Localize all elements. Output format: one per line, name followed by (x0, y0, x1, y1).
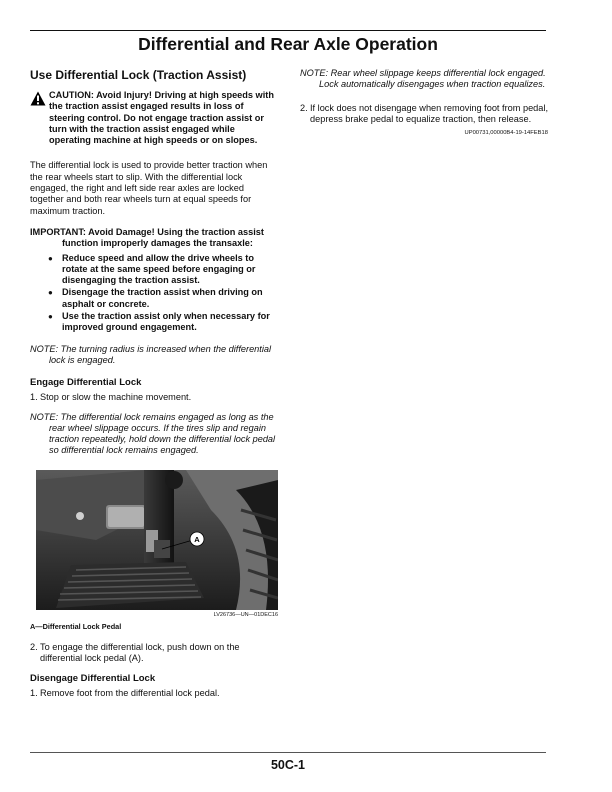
important-block (30, 227, 278, 334)
disengage-heading: Disengage Differential Lock (30, 672, 156, 684)
figure-caption: A—Differential Lock Pedal (30, 621, 122, 631)
differential-lock-pedal-photo (36, 470, 278, 610)
disengage-step-1 (30, 688, 278, 699)
caution-text: CAUTION: Avoid Injury! Driving at high speeds with the traction assist engaged results in loss of steering control. Do not engage traction assist or turn with the traction assist engaged while operating machine at high speeds or on slopes. (49, 90, 274, 146)
step-text: Remove foot from the differential lock pedal. (40, 687, 220, 698)
important-bullet: ● Use the traction assist only when necessary for improved ground engagement. (48, 311, 278, 334)
important-list (48, 253, 278, 334)
step-number: 1. (30, 392, 38, 403)
note-lock-engaged: NOTE: The differential lock remains engaged as long as the rear wheel slippage occurs. If the tires slip and regain traction repeatedly, hold down the differential lock pedal so differential lock remains engaged. (30, 411, 276, 456)
callout-a-label: A (194, 534, 200, 544)
step-number: 2. (30, 642, 38, 653)
intro-paragraph: The differential lock is used to provide better traction when the rear wheels start to slip. With the differential lock engaged, the right and left side rear axles are locked together and both rear wheels turn at equal speeds for maximum traction. (30, 160, 268, 216)
page-title: Differential and Rear Axle Operation (138, 34, 438, 54)
step-text: To engage the differential lock, push down on the differential lock pedal (A). (40, 642, 240, 664)
important-bullet: ● Reduce speed and allow the drive wheels to rotate at the same speed before engaging or disengaging the traction assist. (48, 253, 278, 287)
engage-step-2 (30, 642, 278, 665)
page-number: 50C-1 (270, 758, 306, 772)
section-heading: Use Differential Lock (Traction Assist) (30, 68, 247, 82)
important-lead: IMPORTANT: Avoid Damage! Using the traction assist function improperly damages the transaxle: (30, 226, 264, 249)
step-text: Stop or slow the machine movement. (40, 392, 192, 403)
note-turning-radius: NOTE: The turning radius is increased when the differential lock is engaged. (30, 343, 272, 365)
step-number: 1. (30, 687, 38, 698)
right-column (300, 68, 548, 137)
figure-reference: LV26736—UN—01DEC16 (213, 611, 278, 618)
step-number: 2. (300, 102, 308, 113)
left-column (30, 66, 278, 707)
note-rear-wheel-slippage: NOTE: Rear wheel slippage keeps differential lock engaged. Lock automatically disengages when traction equalizes. (300, 68, 546, 90)
engage-step-1 (30, 392, 278, 403)
step-text: If lock does not disengage when removing foot from pedal, depress brake pedal to equalize traction, then release. (310, 102, 548, 124)
important-bullet: ● Disengage the traction assist when driving on asphalt or concrete. (48, 287, 278, 310)
disengage-step-2 (300, 103, 548, 126)
engage-heading: Engage Differential Lock (30, 377, 142, 389)
top-rule (30, 30, 546, 31)
bottom-rule (30, 752, 546, 753)
warning-triangle-icon (30, 91, 46, 106)
document-reference: UP00731,00000B4-19-14FEB18 (464, 130, 548, 137)
pedal-photo-illustration (36, 470, 278, 610)
caution-block (30, 90, 278, 146)
